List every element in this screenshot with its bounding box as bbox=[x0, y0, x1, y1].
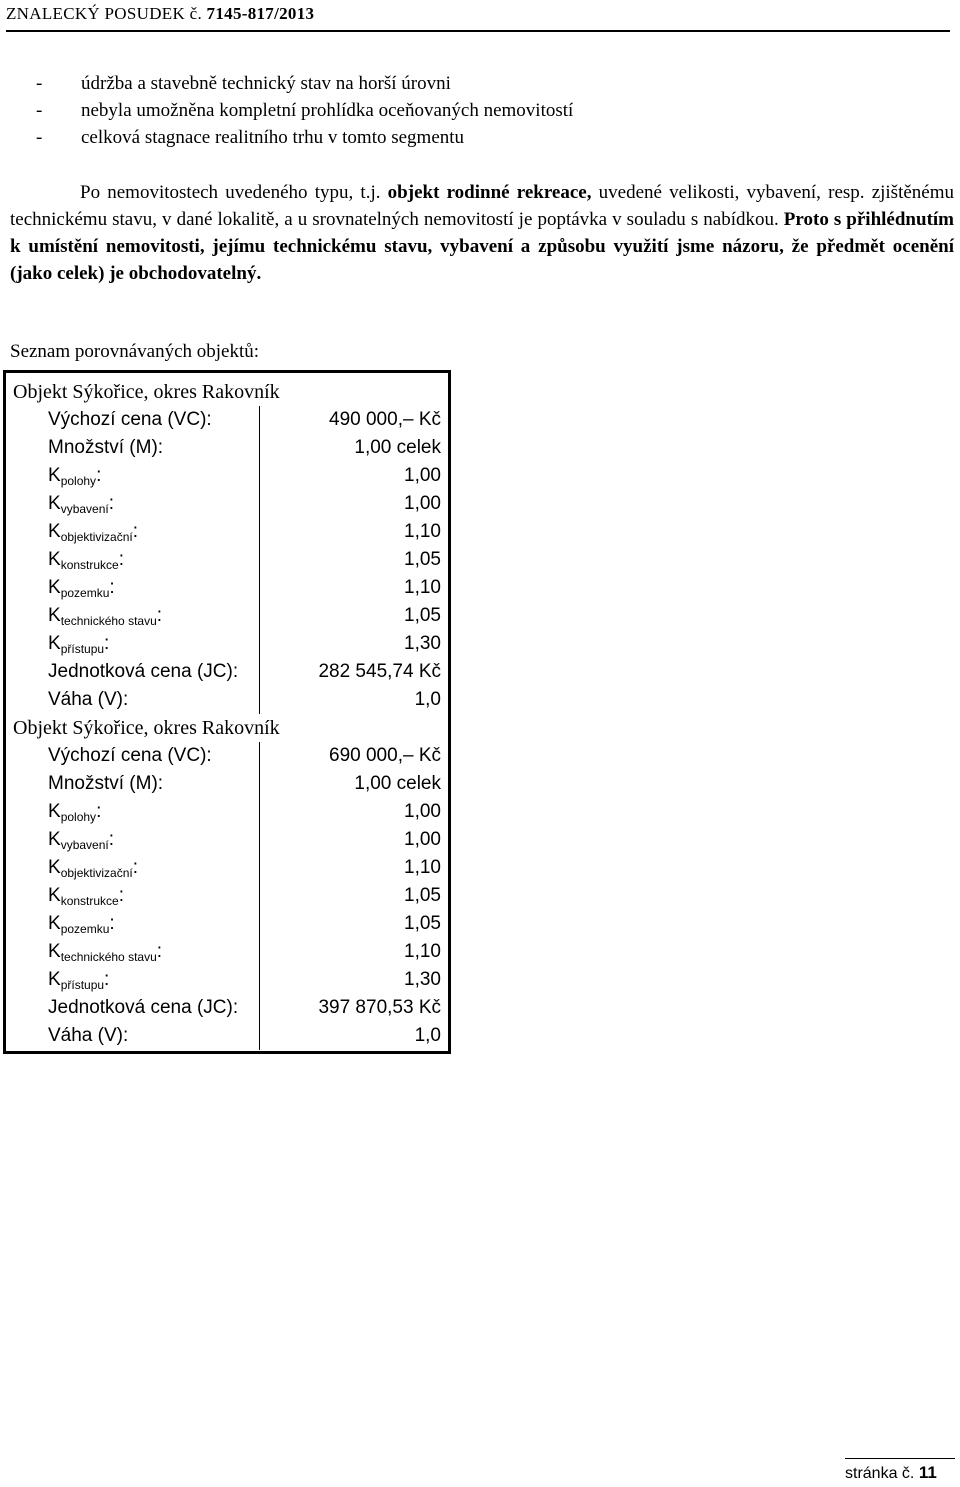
row-value: 1,10 bbox=[404, 521, 441, 542]
coefficient-symbol: K bbox=[48, 493, 61, 514]
table-row bbox=[6, 882, 448, 910]
row-label: Jednotková cena (JC): bbox=[48, 997, 239, 1018]
row-value: 1,00 bbox=[404, 829, 441, 850]
row-value: 1,0 bbox=[414, 689, 441, 710]
marketability-paragraph: Po nemovitostech uvedeného typu, t.j. objekt rodinné rekreace, uvedené velikosti, vybavení, resp. zjištěnému technickému stavu, v dané lokalitě, a u srovnatelných nemovitostí je poptávka v souladu s nabídkou. Proto s přihlédnutím k umístění nemovitosti, jejímu technickému stavu, vybavení a způsobu využití jsme názoru, že předmět ocenění (jako celek) je obchodovatelný. bbox=[10, 182, 955, 284]
coefficient-subscript: objektivizační bbox=[60, 530, 133, 544]
table-row bbox=[6, 406, 448, 434]
coefficient-symbol: K bbox=[48, 605, 61, 626]
table-row bbox=[6, 994, 448, 1022]
table-row bbox=[6, 966, 448, 994]
table-row bbox=[6, 574, 448, 602]
row-label: Množství (M): bbox=[48, 437, 164, 458]
report-number: 7145-817/2013 bbox=[206, 4, 315, 23]
coefficient-subscript: konstrukce bbox=[60, 894, 119, 908]
coefficient-colon: : bbox=[118, 549, 124, 570]
column-divider bbox=[259, 742, 260, 1050]
row-label: Váha (V): bbox=[48, 1025, 129, 1046]
table-row bbox=[6, 798, 448, 826]
comparison-list-title: Seznam porovnávaných objektů: bbox=[10, 341, 260, 362]
table-row bbox=[6, 742, 448, 770]
coefficient-symbol: K bbox=[48, 549, 61, 570]
coefficient-colon: : bbox=[108, 493, 114, 514]
coefficient-symbol: K bbox=[48, 857, 61, 878]
row-value: 1,30 bbox=[404, 969, 441, 990]
row-value: 1,10 bbox=[404, 941, 441, 962]
coefficient-colon: : bbox=[109, 577, 115, 598]
table-row bbox=[6, 910, 448, 938]
row-value: 1,10 bbox=[404, 857, 441, 878]
row-value: 1,30 bbox=[404, 633, 441, 654]
row-value: 1,05 bbox=[404, 605, 441, 626]
row-value: 690 000,– Kč bbox=[329, 745, 441, 766]
coefficient-colon: : bbox=[118, 885, 124, 906]
coefficient-subscript: pozemku bbox=[60, 586, 110, 600]
coefficient-colon: : bbox=[132, 857, 139, 878]
page-header bbox=[6, 0, 950, 32]
row-value: 397 870,53 Kč bbox=[318, 997, 441, 1018]
coefficient-subscript: polohy bbox=[60, 810, 97, 824]
coefficient-colon: : bbox=[132, 521, 139, 542]
coefficient-symbol: K bbox=[48, 885, 61, 906]
coefficient-subscript: přístupu bbox=[60, 642, 105, 656]
coefficient-symbol: K bbox=[48, 969, 61, 990]
list-item: - celková stagnace realitního trhu v tomto segmentu bbox=[36, 127, 465, 148]
row-label: Výchozí cena (VC): bbox=[48, 409, 212, 430]
table-row bbox=[6, 686, 448, 714]
row-value: 1,00 celek bbox=[354, 773, 441, 794]
list-item: - údržba a stavebně technický stav na horší úrovni bbox=[36, 73, 451, 94]
coefficient-symbol: K bbox=[48, 913, 61, 934]
coefficient-colon: : bbox=[96, 801, 102, 822]
coefficient-subscript: pozemku bbox=[60, 922, 110, 936]
row-label: Váha (V): bbox=[48, 689, 129, 710]
row-label: Množství (M): bbox=[48, 773, 164, 794]
list-item: - nebyla umožněna kompletní prohlídka oceňovaných nemovitostí bbox=[36, 100, 574, 121]
row-value: 1,00 celek bbox=[354, 437, 441, 458]
coefficient-symbol: K bbox=[48, 801, 61, 822]
table-row bbox=[6, 602, 448, 630]
row-value: 1,00 bbox=[404, 801, 441, 822]
row-value: 1,10 bbox=[404, 577, 441, 598]
table-row bbox=[6, 434, 448, 462]
coefficient-subscript: konstrukce bbox=[60, 558, 119, 572]
row-value: 1,05 bbox=[404, 885, 441, 906]
object-title-row bbox=[6, 714, 448, 742]
coefficient-symbol: K bbox=[48, 941, 61, 962]
object-title-row bbox=[6, 378, 448, 406]
row-value: 282 545,74 Kč bbox=[318, 661, 441, 682]
table-row bbox=[6, 770, 448, 798]
bullet-list bbox=[36, 70, 573, 151]
object-title: Objekt Sýkořice, okres Rakovník bbox=[13, 717, 280, 739]
page-label: stránka č. bbox=[845, 1465, 919, 1482]
page-number: 11 bbox=[918, 1463, 937, 1482]
table-row bbox=[6, 546, 448, 574]
coefficient-subscript: technického stavu bbox=[60, 614, 157, 628]
row-value: 1,00 bbox=[404, 493, 441, 514]
coefficient-colon: : bbox=[96, 465, 102, 486]
coefficient-subscript: přístupu bbox=[60, 978, 105, 992]
table-row bbox=[6, 938, 448, 966]
table-row bbox=[6, 462, 448, 490]
row-value: 1,00 bbox=[404, 465, 441, 486]
row-value: 1,05 bbox=[404, 549, 441, 570]
table-row bbox=[6, 518, 448, 546]
coefficient-symbol: K bbox=[48, 829, 61, 850]
coefficient-subscript: objektivizační bbox=[60, 866, 133, 880]
row-value: 1,05 bbox=[404, 913, 441, 934]
object-title: Objekt Sýkořice, okres Rakovník bbox=[13, 381, 280, 403]
table-row bbox=[6, 826, 448, 854]
coefficient-subscript: technického stavu bbox=[60, 950, 157, 964]
row-value: 490 000,– Kč bbox=[329, 409, 441, 430]
coefficient-colon: : bbox=[156, 941, 163, 962]
comparison-table bbox=[3, 370, 451, 1054]
coefficient-colon: : bbox=[108, 829, 114, 850]
coefficient-colon: : bbox=[104, 633, 110, 654]
table-row bbox=[6, 1022, 448, 1050]
row-value: 1,0 bbox=[414, 1025, 441, 1046]
coefficient-colon: : bbox=[156, 605, 163, 626]
coefficient-symbol: K bbox=[48, 633, 61, 654]
coefficient-colon: : bbox=[109, 913, 115, 934]
coefficient-symbol: K bbox=[48, 521, 61, 542]
coefficient-symbol: K bbox=[48, 465, 61, 486]
row-label: Výchozí cena (VC): bbox=[48, 745, 212, 766]
column-divider bbox=[259, 406, 260, 714]
coefficient-symbol: K bbox=[48, 577, 61, 598]
header-prefix: ZNALECKÝ POSUDEK č. bbox=[6, 4, 207, 23]
row-label: Jednotková cena (JC): bbox=[48, 661, 239, 682]
coefficient-subscript: vybavení bbox=[60, 502, 109, 516]
table-row bbox=[6, 490, 448, 518]
coefficient-subscript: vybavení bbox=[60, 838, 109, 852]
coefficient-subscript: polohy bbox=[60, 474, 97, 488]
table-row bbox=[6, 658, 448, 686]
table-row bbox=[6, 854, 448, 882]
table-row bbox=[6, 630, 448, 658]
coefficient-colon: : bbox=[104, 969, 110, 990]
